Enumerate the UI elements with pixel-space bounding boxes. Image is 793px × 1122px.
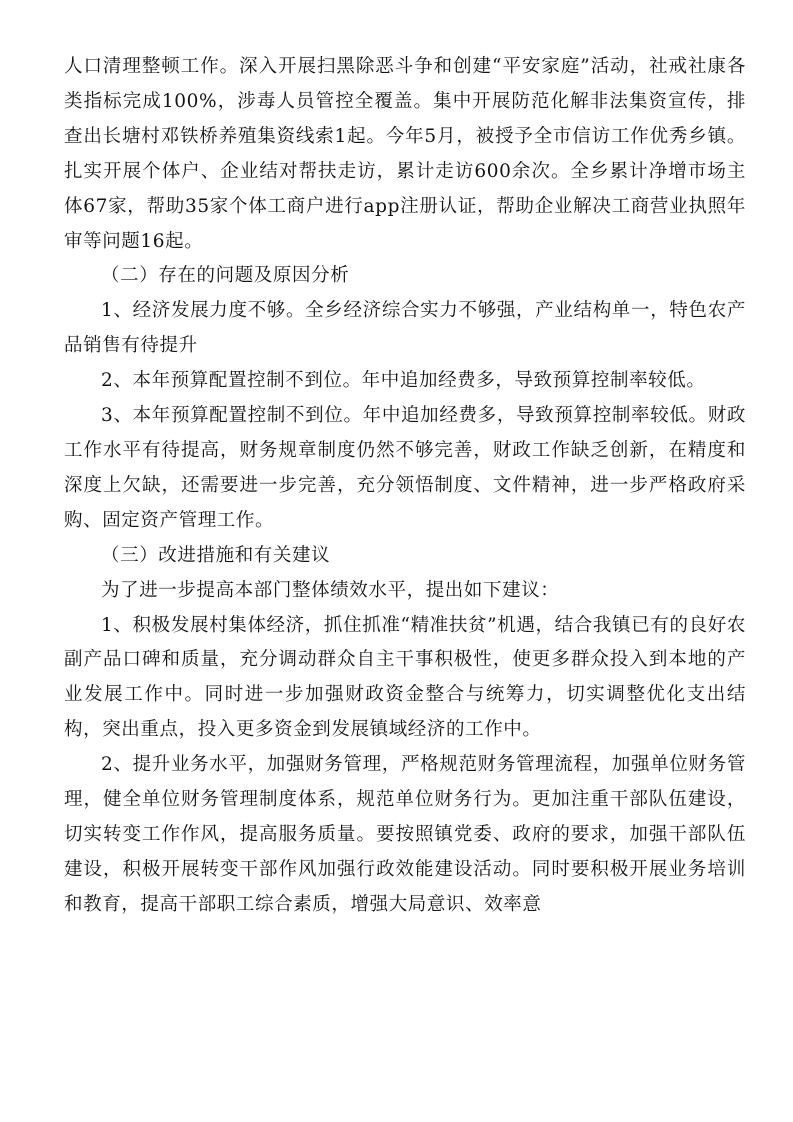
- section-heading-problems: （二）存在的问题及原因分析: [101, 265, 350, 287]
- section-heading-suggestions: （三）改进措施和有关建议: [101, 544, 331, 566]
- paragraph-suggestion-1: 1、积极发展村集体经济，抓住抓准“精准扶贫”机遇，结合我镇已有的良好农副产品口碑和质量，充分调动群众自主干事积极性，使更多群众投入到本地的产业发展工作中。同时进一步加强财政资金整合与统筹力，切实调整优化支出结构，突出重点，投入更多资金到发展镇域经济的工作中。: [64, 614, 746, 741]
- paragraph-problem-3: 3、本年预算配置控制不到位。年中追加经费多，导致预算控制率较低。财政工作水平有待提高，财务规章制度仍然不够完善，财政工作缺乏创新，在精度和深度上欠缺，还需要进一步完善，充分领悟制度、文件精神，进一步严格政府采购、固定资产管理工作。: [64, 405, 746, 531]
- paragraph-problem-1: 1、经济发展力度不够。全乡经济综合实力不够强，产业结构单一，特色农产品销售有待提升: [64, 300, 746, 357]
- document-page: [64, 50, 746, 923]
- paragraph-work-summary: 人口清理整顿工作。深入开展扫黑除恶斗争和创建“平安家庭”活动，社戒社康各类指标完成100%，涉毒人员管控全覆盖。集中开展防范化解非法集资宣传，排查出长塘村邓铁桥养殖集资线索1起。今年5月，被授予全市信访工作优秀乡镇。扎实开展个体户、企业结对帮扶走访，累计走访600余次。全乡累计净增市场主体67家，帮助35家个体工商户进行app注册认证，帮助企业解决工商营业执照年审等问题16起。: [64, 56, 746, 252]
- paragraph-suggestion-intro: 为了进一步提高本部门整体绩效水平，提出如下建议：: [101, 579, 560, 601]
- paragraph-problem-2: 2、本年预算配置控制不到位。年中追加经费多，导致预算控制率较低。: [101, 370, 706, 392]
- paragraph-suggestion-2: 2、提升业务水平，加强财务管理，严格规范财务管理流程，加强单位财务管理，健全单位财务管理制度体系，规范单位财务行为。更加注重干部队伍建设，切实转变工作作风，提高服务质量。要按照镇党委、政府的要求，加强干部队伍建设，积极开展转变干部作风加强行政效能建设活动。同时要积极开展业务培训和教育，提高干部职工综合素质，增强大局意识、效率意: [64, 754, 746, 915]
